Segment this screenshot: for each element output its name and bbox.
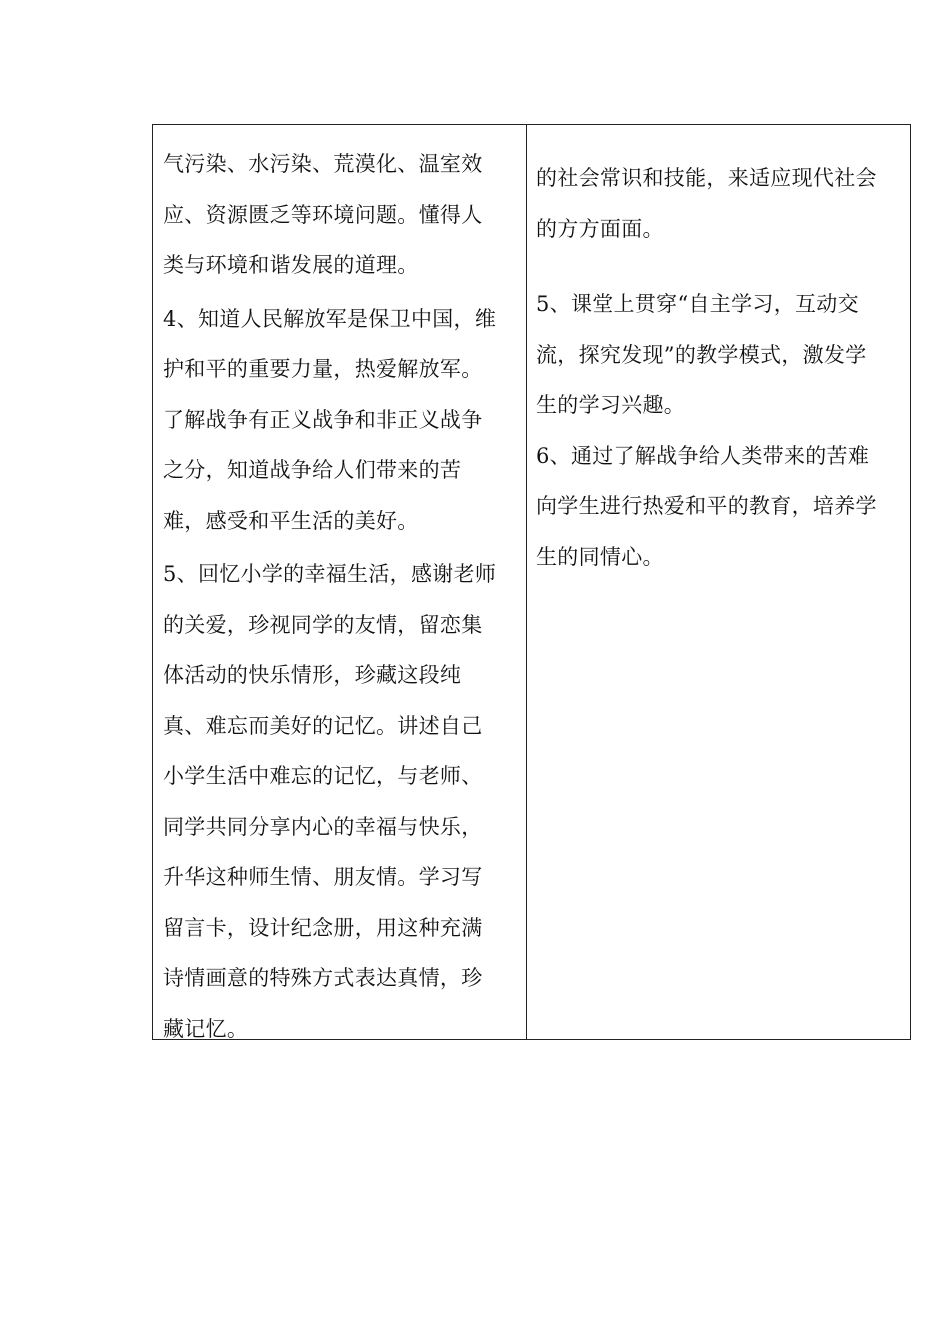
right-paragraph-social-skills: 的社会常识和技能，来适应现代社会 的方方面面。 (536, 166, 877, 241)
right-paragraph-teaching-mode: 5、课堂上贯穿“自主学习，互动交 流，探究发现”的教学模式，激发学 生的学习兴趣。 (536, 292, 867, 417)
table-left-column (153, 125, 527, 1039)
right-paragraph-peace-education: 6、通过了解战争给人类带来的苦难 向学生进行热爱和平的教育，培养学 生的同情心。 (536, 443, 877, 569)
content-table (152, 124, 911, 1040)
left-paragraph-environment: 气污染、水污染、荒漠化、温室效 应、资源匮乏等环境问题。懂得人 类与环境和谐发展的道理。 (163, 152, 483, 277)
table-right-column (527, 125, 910, 1039)
left-paragraph-school-memories: 5、回忆小学的幸福生活，感谢老师 的关爱，珍视同学的友情，留恋集 体活动的快乐情形，珍藏这段纯 真、难忘而美好的记忆。讲述自己 小学生活中难忘的记忆，与老师、 同学共同分享内心的幸福与快乐， 升华这种师生情、朋友情。学习写 留言卡，设计纪念册，用这种充满 诗情画意的特殊方式表达真情，珍 藏记忆。 (163, 562, 497, 1041)
left-paragraph-pla-peace: 4、知道人民解放军是保卫中国，维 护和平的重要力量，热爱解放军。 了解战争有正义战争和非正义战争 之分，知道战争给人们带来的苦 难，感受和平生活的美好。 (163, 306, 497, 533)
